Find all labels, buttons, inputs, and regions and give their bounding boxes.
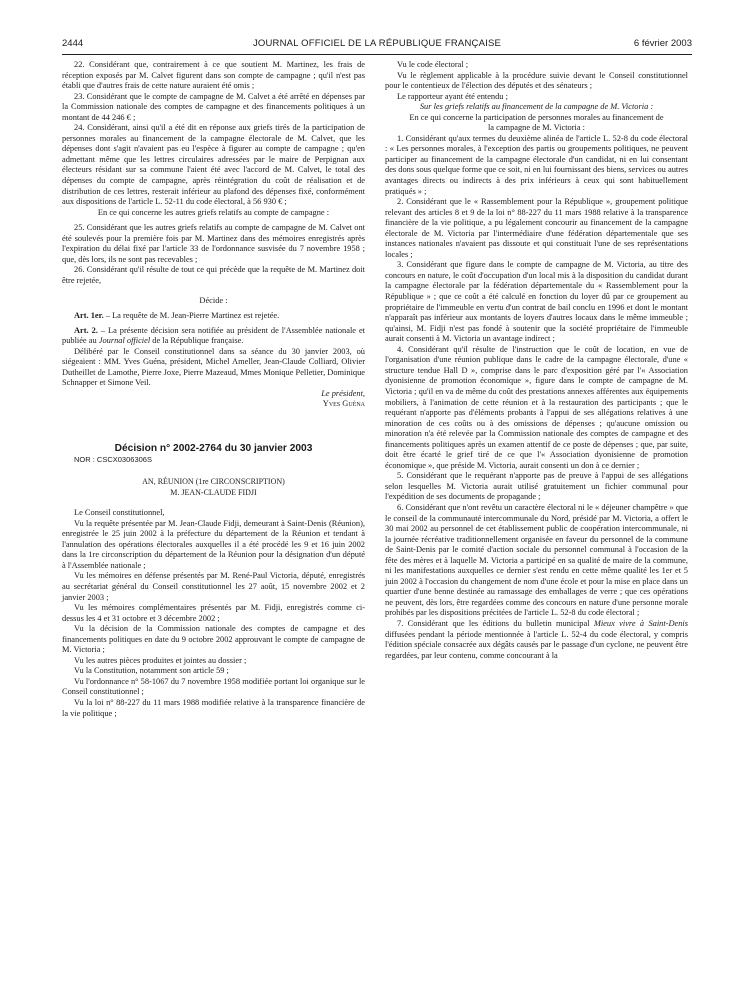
signature-title: Le président, — [321, 388, 365, 398]
considerant-7 — [385, 619, 688, 661]
considerant-7-start: 7. Considérant que les éditions du bulletin municipal — [397, 618, 594, 628]
considerant-6: 6. Considérant que n'ont revêtu un caractère électoral ni le « déjeuner champêtre » que le conseil de la communauté intercommunale du Nord, présidé par M. Victoria, a offert le 30 mai 2002 au personnel de cet établissement public de coopération intercommunale, ni la journée récréative traditionnellement organisée en faveur du personnel de la commune de Saint-Denis par le comité d'action sociale du personnel communal à l'occasion de la fête des mères et à laquelle M. Victoria a participé en sa qualité de maire de la commune, ni les manifestations auxquelles ce dernier s'est rendu en cette même qualité les 1er et 5 juin 2002 à l'occasion du changement de nom d'une école et pour la mise en place dans un quartier d'une benne destinée au ramassage des emballages de verre ; que ces opérations ne peuvent, dès lors, être regardées comme des concours en nature d'une personne morale prohibés par les dispositions précitées de l'article L. 52-8 du code électoral ; — [385, 502, 688, 618]
article-2-text: – La présente décision sera notifiée au président de l'Assemblée nationale et publiée au — [62, 325, 365, 346]
signature-name: Yves Guéna — [322, 399, 365, 409]
article-1-text: – La requête de M. Jean-Pierre Martinez est rejetée. — [103, 311, 280, 321]
visa-constitution: Vu la Constitution, notamment son article 59 ; — [74, 666, 229, 676]
visa-rapporteur: Le rapporteur ayant été entendu ; — [397, 91, 508, 101]
visa-decision-commission: Vu la décision de la Commission nationale des comptes de campagne et des financements politiques en date du 9 octobre 2002 approuvant le compte de campagne de M. Victoria ; — [62, 624, 365, 655]
visa-memoires-defense: Vu les mémoires en défense présentés par M. René-Paul Victoria, député, enregistrés au secrétariat général du Conseil constitutionnel les 27 août, 15 novembre 2002 et 2 janvier 2003 ; — [62, 571, 365, 602]
visa-pieces: Vu les autres pièces produites et jointes au dossier ; — [74, 655, 247, 665]
subheading-personnes-morales: En ce qui concerne la participation de personnes morales au financement de la campagne de M. Victoria : — [409, 112, 664, 133]
visa-requete: Vu la requête présentée par M. Jean-Claude Fidji, demeurant à Saint-Denis (Réunion), enregistrée le 25 juin 2002 à la préfecture du département de la Réunion et tendant à l'annulation des opérations électorales auxquelles il a été procédé les 9 et 16 juin 2002 dans la 1re circonscription du département de la Réunion pour la désignation d'un député à l'Assemblée nationale ; — [62, 518, 365, 570]
journal-officiel-italic: Journal officiel — [98, 336, 151, 346]
considerant-1: 1. Considérant qu'aux termes du deuxième alinéa de l'article L. 52-8 du code électoral : « Les personnes morales, à l'exception des partis ou groupements politiques, ne peuvent participer au financement de la campagne électorale d'un candidat, ni en lui consentant des dons sous quelque forme que ce soit, ni en lui fournissant des biens, services ou autres avantages directs ou indirects à des prix inférieurs à ceux qui sont habituellement pratiqués » ; — [385, 133, 688, 196]
header-rule — [62, 54, 692, 55]
deliberation: Délibéré par le Conseil constitutionnel dans sa séance du 30 janvier 2003, où siégeaient : MM. Yves Guéna, président, Michel Ameller, Jean-Claude Colliard, Olivier Dutheillet de Lamothe, Pierre Joxe, Pierre Mazeaud, Mmes Monique Pelletier, Dominique Schnapper et Simone Veil. — [62, 346, 365, 388]
article-2-label: Art. 2. — [74, 325, 98, 335]
left-column — [62, 60, 365, 719]
paragraph-24: 24. Considérant, ainsi qu'il a été dit en réponse aux griefs tirés de la participation de personnes morales au financement de la campagne électorale de M. Calvet, que les dépenses dont s'agit n'avaient pas eu l'espèce à figurer au compte de campagne ; qu'en admettant même que les lettres circulaires adressées par le maire de Perpignan aux électeurs résidant sur sa commune l'aient été avec l'accord de M. Calvet, le total des dépenses du compte de campagne, après réintégration du coût de réalisation et de distribution de ces lettres, resterait inférieur au plafond des dépenses fixé, conformément aux dispositions de l'article L. 52-11 du code électoral, à 56 930 € ; — [62, 123, 365, 207]
paragraph-25: 25. Considérant que les autres griefs relatifs au compte de campagne de M. Calvet ont été soulevés pour la première fois par M. Martinez dans des mémoires enregistrés après l'expiration du délai fixé par l'article 33 de l'ordonnance susvisée du 7 novembre 1958 ; que, dès lors, ils ne sont pas recevables ; — [62, 223, 365, 264]
journal-title: JOURNAL OFFICIEL DE LA RÉPUBLIQUE FRANÇAISE — [252, 38, 502, 49]
visa-memoires-complementaires: Vu les mémoires complémentaires présentés par M. Fidji, enregistrés comme ci-dessus les 4 et 31 octobre et 3 décembre 2002 ; — [62, 603, 365, 623]
considerant-2: 2. Considérant que le « Rassemblement pour la République », groupement politique relevant des articles 8 et 9 de la loi n° 88-227 du 11 mars 1988 relative à la transparence financière de la vie politique, a pu légalement concourir au financement de la campagne électorale de M. Victoria par l'intermédiaire d'une fédération départementale que ses instances nationales n'avaient pas dissoute et qui constituait l'une de ses représentations locales ; — [385, 197, 688, 259]
considerant-4: 4. Considérant qu'il résulte de l'instruction que le coût de location, en vue de l'organisation d'une réunion publique dans le cadre de la campagne électorale, d'une « structure tendue Hall D », comprise dans le parc d'exposition géré par l'« Association dyonisienne de promotion économique », figure dans le compte de campagne de M. Victoria ; qu'il en va de même du coût des prestations annexes afférentes aux équipements mobiliers, à l'animation de cette réunion et à la restauration des participants ; que le requérant n'apporte pas d'éléments probants à l'appui de ses allégations relatives à une minoration de ces coûts ou à des omissions de dépenses ; qu'aucune omission ou minoration n'a été relevée par la Commission nationale des comptes de campagne et des financements politiques après un examen attentif de ce poste de dépenses ; que, par suite, doit être écarté le grief tiré de ce que l'« Association dyonisienne de promotion économique », que préside M. Victoria, aurait consenti un don à ce dernier ; — [385, 344, 688, 470]
subheading-other-griefs: En ce qui concerne les autres griefs relatifs au compte de campagne : — [97, 207, 330, 217]
visa-code-electoral: Vu le code électoral ; — [397, 60, 469, 69]
considerant-5: 5. Considérant que le requérant n'apporte pas de preuve à l'appui de ses allégations selon lesquelles M. Victoria aurait utilisé gratuitement un fichier communal pour l'expédition de ses documents de propagande ; — [385, 471, 688, 502]
paragraph-26: 26. Considérant qu'il résulte de tout ce qui précède que la requête de M. Martinez doit être rejetée, — [62, 265, 365, 285]
subheading-griefs-financement: Sur les griefs relatifs au financement de la campagne de M. Victoria : — [419, 102, 654, 112]
case-party: M. JEAN-CLAUDE FIDJI — [170, 487, 257, 497]
visa-ordonnance: Vu l'ordonnance n° 58-1067 du 7 novembre 1958 modifiée portant loi organique sur le Conseil constitutionnel ; — [62, 676, 365, 697]
page-header — [62, 38, 692, 52]
case-circonscription: AN, RÉUNION (1re CIRCONSCRIPTION) — [142, 477, 285, 487]
considerant-3: 3. Considérant que figure dans le compte de campagne de M. Victoria, au titre des concours en nature, le coût d'occupation d'un local mis à la disposition du candidat durant la campagne électorale par la fédération départementale du « Rassemblement pour la République » ; que ce coût a été calculé en fonction du loyer dû par ce groupement au propriétaire de l'immeuble en vertu d'un contrat de bail conclu en 1996 et dont le montant n'apparaît pas inférieur aux montants de loyers d'autres locaux dans le même immeuble ; qu'ainsi, M. Fidji n'est pas fondé à soutenir que la société propriétaire de l'immeuble aurait consenti à M. Victoria un avantage indirect ; — [385, 260, 688, 344]
visa-conseil: Le Conseil constitutionnel, — [74, 508, 165, 518]
considerant-7-end: diffusées pendant la période mentionnée à l'article L. 52-4 du code électoral, y compris l'édition spéciale consacrée aux dégâts causés par le passage d'un cyclone, ne peuvent être regardées, par leur contenu, comme concourant à la — [385, 629, 688, 660]
visa-reglement: Vu le règlement applicable à la procédure suivie devant le Conseil constitutionnel pour le contentieux de l'élection des députés et des sénateurs ; — [385, 70, 688, 91]
right-column — [385, 60, 688, 661]
nor-reference: NOR : CSCX0306306S — [74, 454, 152, 464]
article-2 — [62, 326, 365, 347]
article-2-end: de la République française. — [150, 336, 244, 346]
visa-loi: Vu la loi n° 88-227 du 11 mars 1988 modifiée relative à la transparence financière de la vie politique ; — [62, 697, 365, 718]
article-1 — [62, 311, 365, 322]
paragraph-23: 23. Considérant que le compte de campagne de M. Calvet a été arrêté en dépenses par la Commission nationale des comptes de campagne et des financements politiques à un montant de 44 246 € ; — [62, 91, 365, 122]
article-1-label: Art. 1er. — [74, 311, 104, 321]
bulletin-title-italic: Mieux vivre à Saint-Denis — [593, 618, 688, 628]
page-number: 2444 — [62, 38, 84, 49]
paragraph-22: 22. Considérant que, contrairement à ce que soutient M. Martinez, les frais de réception exposés par M. Calvet figurent dans son compte de campagne ; qu'il n'est pas établi que d'autres frais de cette nature auraient été omis ; — [62, 60, 365, 91]
decide-heading: Décide : — [199, 296, 228, 306]
issue-date: 6 février 2003 — [633, 38, 692, 49]
decision-title: Décision n° 2002-2764 du 30 janvier 2003 — [114, 442, 313, 454]
